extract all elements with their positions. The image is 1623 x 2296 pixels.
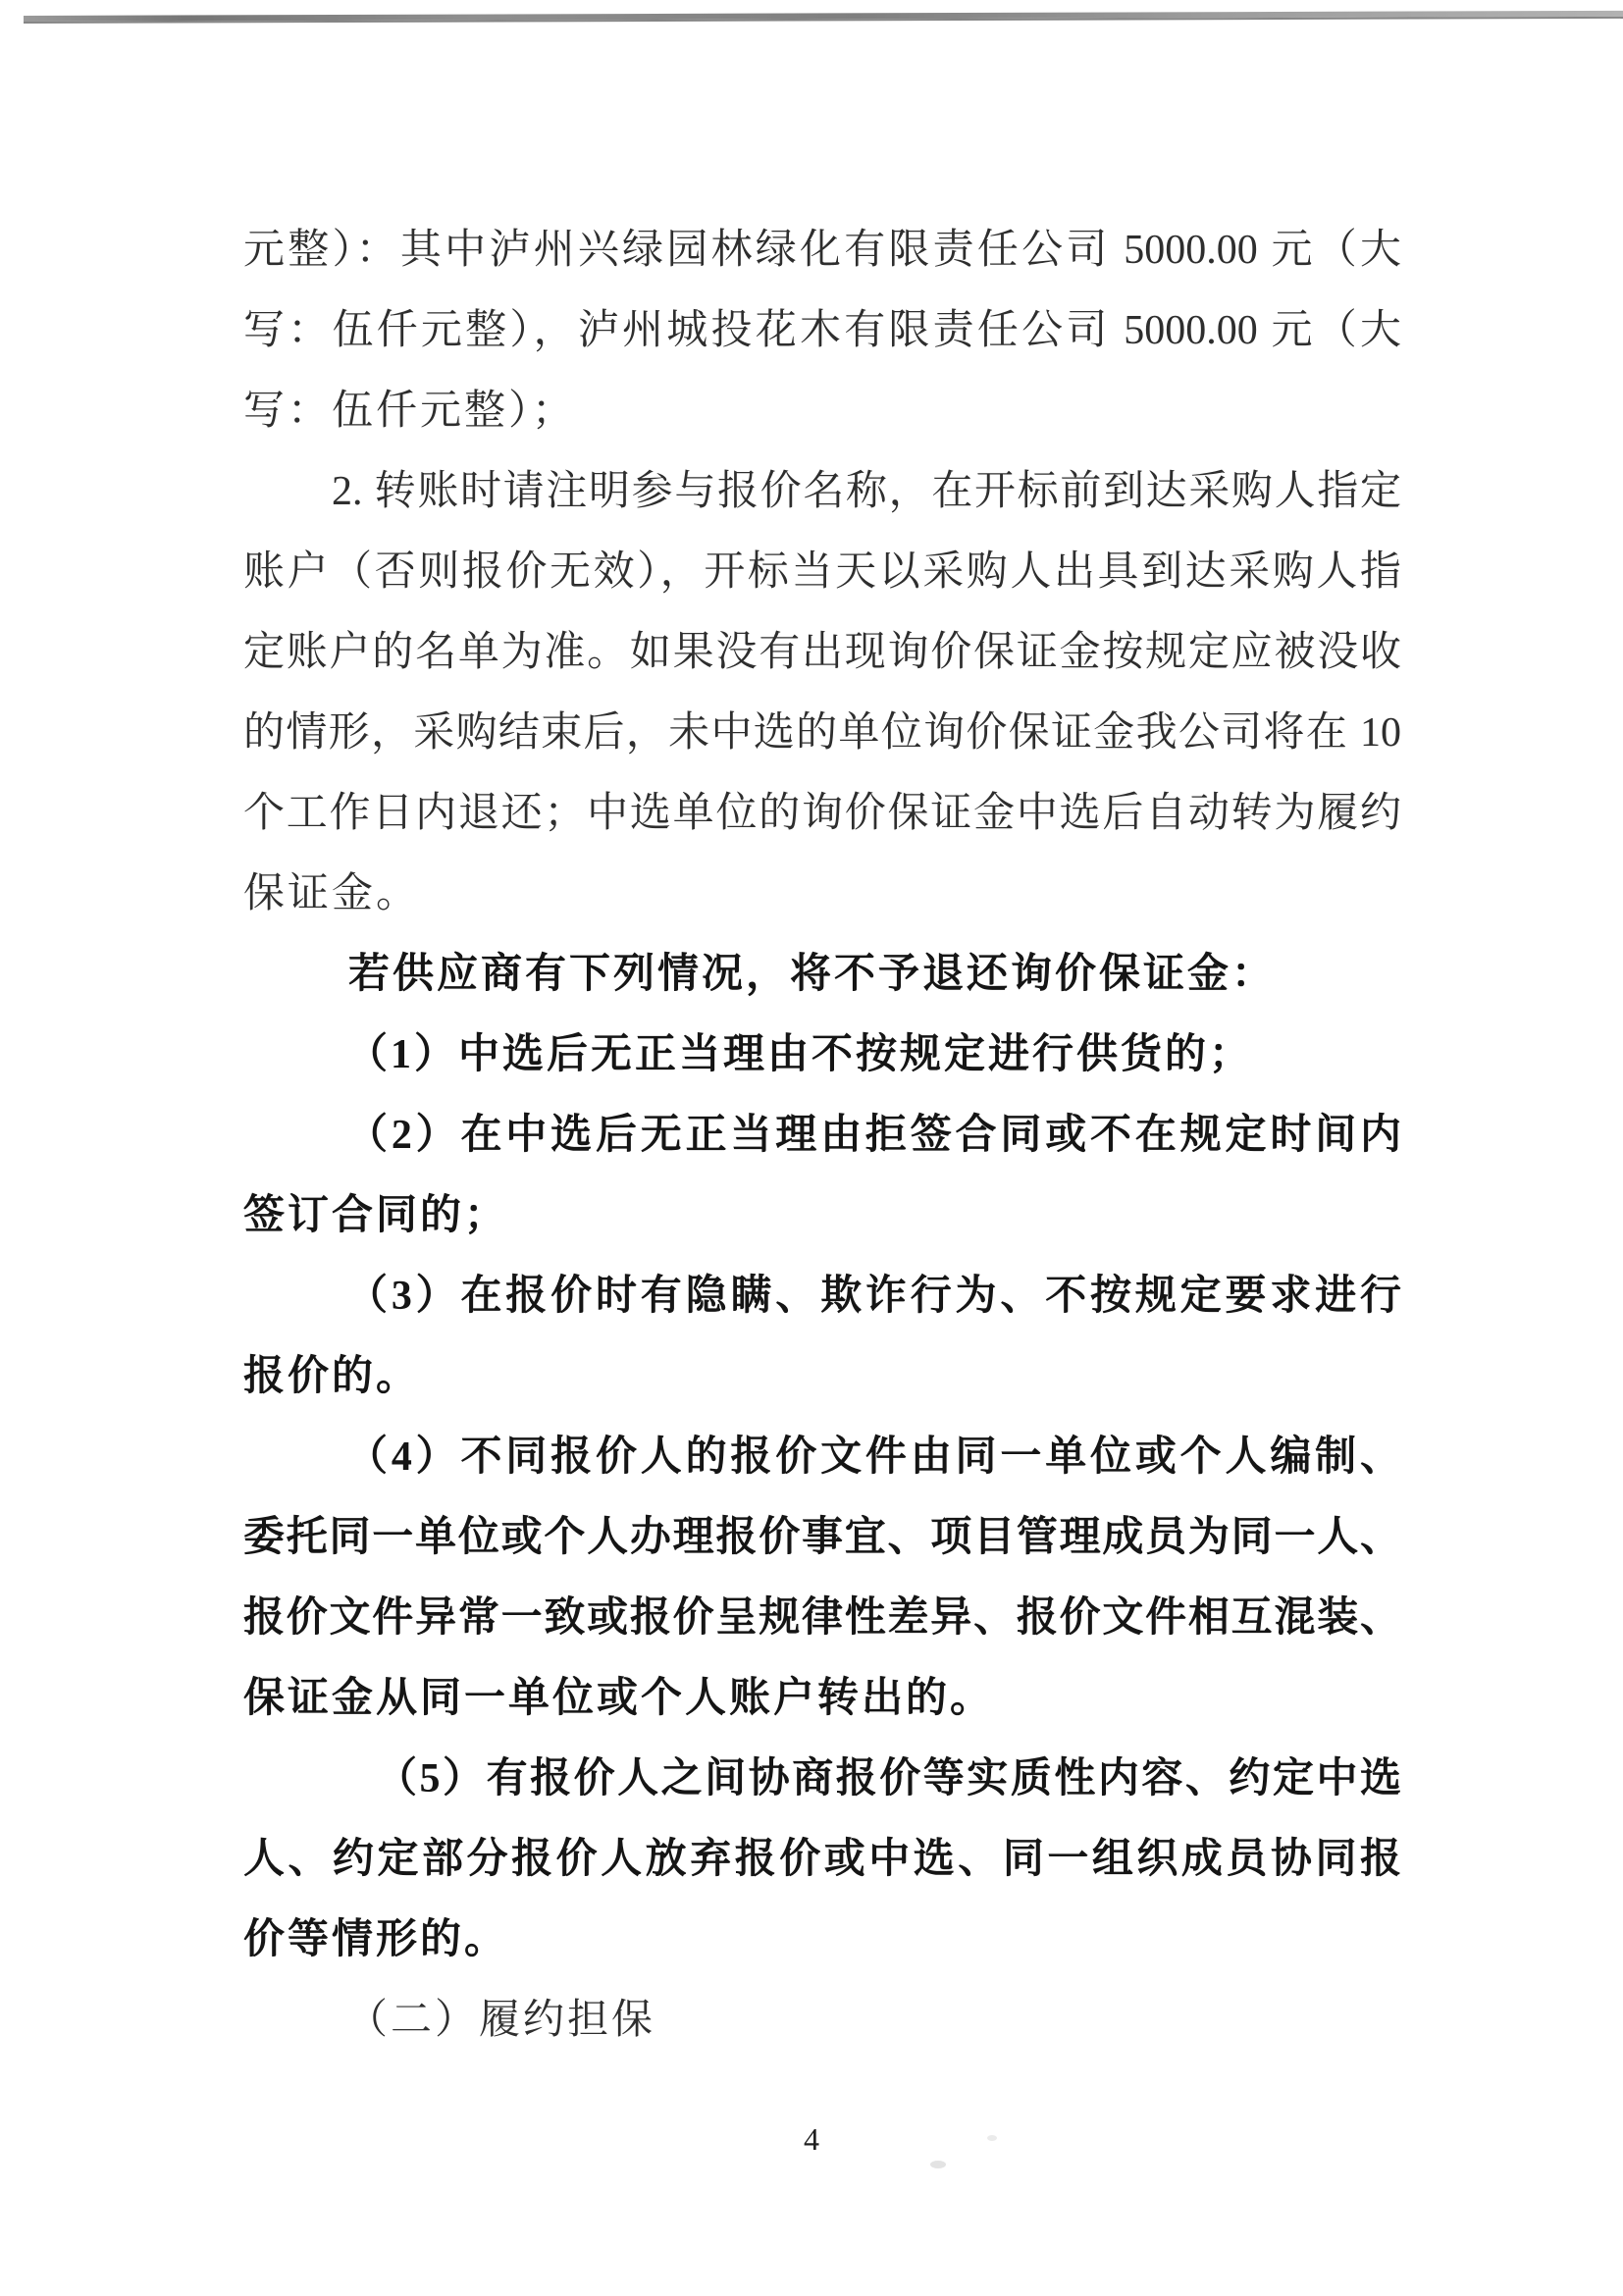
text-line: 保证金从同一单位或个人账户转出的。: [243, 1676, 995, 1721]
text-line: 账户（否则报价无效），开标当天以采购人出具到达采购人指: [243, 549, 1401, 595]
text-line: （二）履约担保: [346, 1998, 656, 2043]
text-line: 签订合同的；: [243, 1193, 509, 1238]
text-line: （5）有报价人之间协商报价等实质性内容、约定中选: [376, 1756, 1401, 1801]
text-line: 人、约定部分报价人放弃报价或中选、同一组织成员协同报: [243, 1837, 1401, 1882]
text-line: 报价文件异常一致或报价呈规律性差异、报价文件相互混装、: [243, 1595, 1401, 1641]
text-line: 保证金。: [243, 871, 421, 916]
text-line: 个工作日内退还；中选单位的询价保证金中选后自动转为履约: [243, 791, 1401, 836]
text-line: 2. 转账时请注明参与报价名称，在开标前到达采购人指定: [332, 469, 1401, 514]
document-body: [243, 210, 1401, 2061]
text-line: 元整）：其中泸州兴绿园林绿化有限责任公司 5000.00 元（大: [243, 228, 1401, 273]
text-line: （2）在中选后无正当理由拒签合同或不在规定时间内: [346, 1113, 1401, 1158]
text-line: 若供应商有下列情况，将不予退还询价保证金：: [348, 952, 1277, 997]
text-line: 的情形，采购结束后，未中选的单位询价保证金我公司将在 10: [243, 710, 1401, 756]
text-line: 写：伍仟元整）；: [243, 389, 577, 434]
text-line: 报价的。: [243, 1354, 421, 1399]
text-line: 价等情形的。: [243, 1917, 509, 1962]
text-line: 定账户的名单为准。如果没有出现询价保证金按规定应被没收: [243, 630, 1401, 675]
scan-artifact-line: [24, 11, 1623, 24]
page-number: 4: [804, 2121, 819, 2157]
text-line: （3）在报价时有隐瞒、欺诈行为、不按规定要求进行: [346, 1274, 1401, 1319]
text-line: （1）中选后无正当理由不按规定进行供货的；: [346, 1032, 1254, 1077]
text-line: （4）不同报价人的报价文件由同一单位或个人编制、: [346, 1435, 1401, 1480]
text-line: 委托同一单位或个人办理报价事宜、项目管理成员为同一人、: [243, 1515, 1401, 1560]
scan-speck: [930, 2161, 946, 2168]
text-line: 写：伍仟元整），泸州城投花木有限责任公司 5000.00 元（大: [243, 308, 1401, 353]
